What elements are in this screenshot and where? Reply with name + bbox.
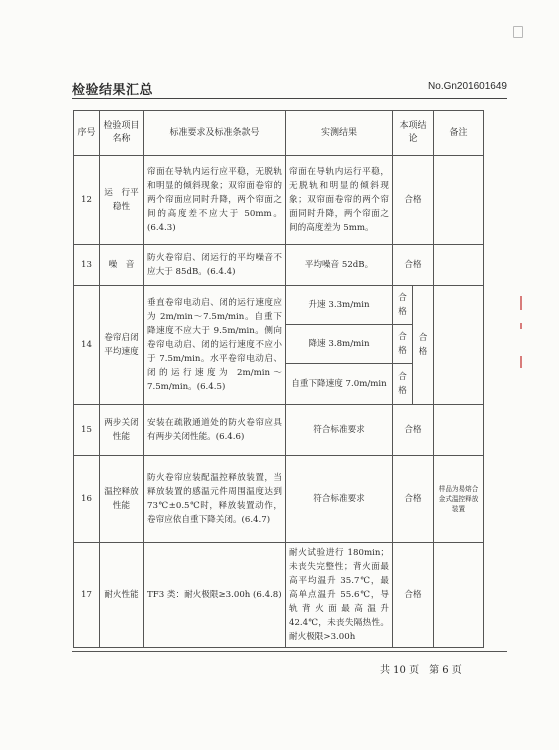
row-measured: 符合标准要求 <box>286 405 393 456</box>
table-header-row <box>74 111 484 156</box>
seal-edge-mark <box>520 296 522 310</box>
row-sub-measured: 降速 3.8m/min <box>286 325 393 364</box>
header-requirement: 标准要求及标准条款号 <box>144 111 286 156</box>
row-conclusion: 合格 <box>393 156 434 245</box>
table-row <box>74 245 484 286</box>
row-remark <box>434 405 484 456</box>
table-row <box>74 405 484 456</box>
row-item: 温控释放性能 <box>100 456 144 543</box>
row-sub-measured: 自重下降速度 7.0m/min <box>286 364 393 405</box>
row-requirement: 帘面在导轨内运行应平稳，无脱轨和明显的倾斜现象；双帘面卷帘的两个帘面应同时升降，两个帘面之间的高度差不应大于 50mm。(6.4.3) <box>144 156 286 245</box>
table-row <box>74 286 484 325</box>
row-sub-conclusion: 合格 <box>393 325 413 364</box>
row-conclusion: 合格 <box>393 456 434 543</box>
row-item: 两步关闭性能 <box>100 405 144 456</box>
row-item: 运 行平稳性 <box>100 156 144 245</box>
footer-divider <box>72 651 507 652</box>
row-seq: 17 <box>74 543 100 648</box>
header-measured: 实测结果 <box>286 111 393 156</box>
table-row <box>74 156 484 245</box>
row-seq: 13 <box>74 245 100 286</box>
row-measured: 帘面在导轨内运行平稳，无脱轨和明显的倾斜现象；双帘面卷帘的两个帘面同时升降，两个帘面之间的高度差为 5mm。 <box>286 156 393 245</box>
row-remark <box>434 286 484 405</box>
page-counter: 共 10 页 第 6 页 <box>380 665 462 676</box>
row-measured: 符合标准要求 <box>286 456 393 543</box>
row-seq: 16 <box>74 456 100 543</box>
row-conclusion: 合格 <box>413 286 434 405</box>
row-requirement: 安装在疏散通道处的防火卷帘应具有两步关闭性能。(6.4.6) <box>144 405 286 456</box>
header-item: 检验项目名称 <box>100 111 144 156</box>
row-conclusion: 合格 <box>393 543 434 648</box>
row-conclusion: 合格 <box>393 245 434 286</box>
row-seq: 15 <box>74 405 100 456</box>
row-measured: 耐火试验进行 180min；未丧失完整性；背火面最高平均温升 35.7℃，最高单点温升 55.6℃，导轨背火面最高温升 42.4℃，未丧失隔热性。耐火极限>3.00h <box>286 543 393 648</box>
header-conclusion: 本项结论 <box>393 111 434 156</box>
scan-corner-mark <box>513 26 523 38</box>
row-requirement: 垂直卷帘电动启、闭的运行速度应为 2m/min～7.5m/min。自重下降速度不应大于 9.5m/min。侧向卷帘电动启、闭的运行速度不应小于 7.5m/min。水平卷帘电动启、闭的运行速度为 2m/min～7.5m/min。(6.4.5) <box>144 286 286 405</box>
seal-edge-mark <box>520 356 522 368</box>
row-measured: 平均噪音 52dB。 <box>286 245 393 286</box>
row-remark <box>434 156 484 245</box>
row-requirement: 防火卷帘启、闭运行的平均噪音不应大于 85dB。(6.4.4) <box>144 245 286 286</box>
row-requirement: TF3 类：耐火极限≥3.00h (6.4.8) <box>144 543 286 648</box>
row-sub-conclusion: 合格 <box>393 364 413 405</box>
row-item: 耐火性能 <box>100 543 144 648</box>
seal-edge-mark <box>520 323 522 329</box>
row-requirement: 防火卷帘应装配温控释放装置，当释放装置的感温元件周围温度达到 73℃±0.5℃时，释放装置动作，卷帘应依自重下降关闭。(6.4.7) <box>144 456 286 543</box>
row-remark: 样品为易熔合金式温控释放装置 <box>434 456 484 543</box>
report-number: No.Gn201601649 <box>428 81 507 92</box>
table-row <box>74 543 484 648</box>
header-remark: 备注 <box>434 111 484 156</box>
row-remark <box>434 245 484 286</box>
table-row <box>74 456 484 543</box>
row-item: 卷帘启闭平均速度 <box>100 286 144 405</box>
row-sub-conclusion: 合格 <box>393 286 413 325</box>
row-conclusion: 合格 <box>393 405 434 456</box>
row-seq: 14 <box>74 286 100 405</box>
results-table <box>73 110 484 648</box>
row-seq: 12 <box>74 156 100 245</box>
row-remark <box>434 543 484 648</box>
page-title: 检验结果汇总 <box>72 83 154 98</box>
header-divider <box>72 98 507 99</box>
header-seq: 序号 <box>74 111 100 156</box>
row-sub-measured: 升速 3.3m/min <box>286 286 393 325</box>
row-item: 噪 音 <box>100 245 144 286</box>
